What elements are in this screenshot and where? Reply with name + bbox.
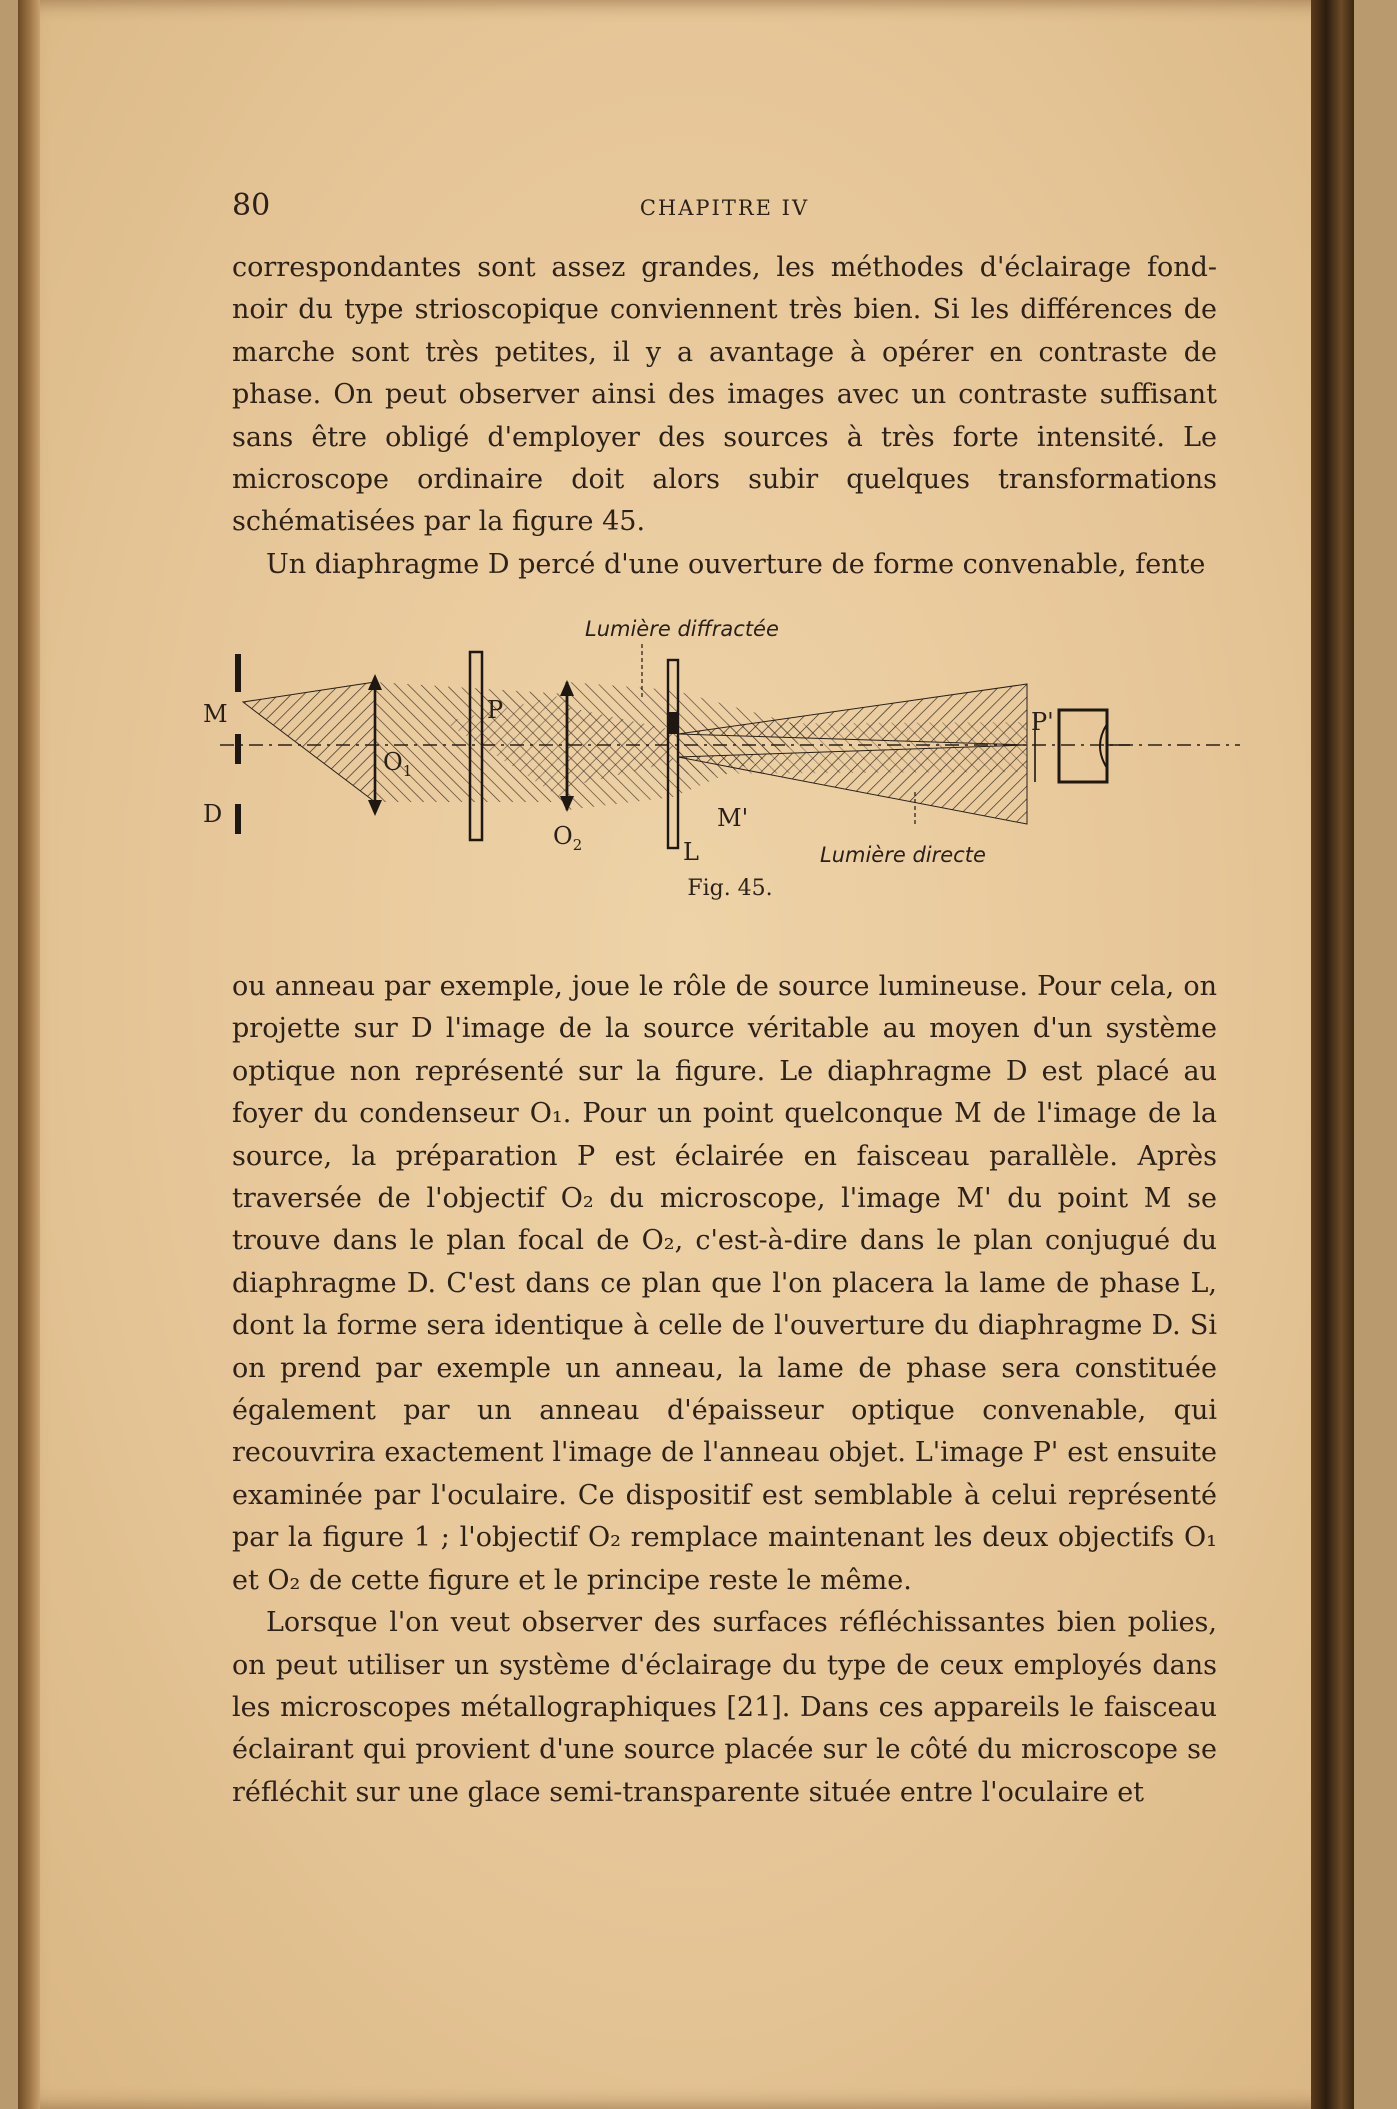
- label-p: P: [487, 696, 504, 724]
- text-block-top: [232, 247, 1217, 586]
- diaphragm-top: [235, 654, 241, 692]
- diaphragm-bottom: [235, 804, 241, 834]
- paragraph: correspondantes sont assez grandes, les méthodes d'éclairage fond-noir du type strioscopique conviennent très bien. Si les différences de marche sont très petites, il y a avantage à opérer en contraste de phase. On peut observer ainsi des images avec un contraste suffisant sans être obligé d'employer des sources à très forte intensité. Le microscope ordinaire doit alors subir quelques transformations schématisées par la figure 45.: [232, 252, 1217, 538]
- page-header: [232, 188, 1217, 224]
- paragraph: Lorsque l'on veut observer des surfaces réfléchissantes bien polies, on peut utiliser un système d'éclairage du type de ceux employés dans les microscopes métallographiques [21]. Dans ces appareils le faisceau éclairant qui provient d'une source placée sur le côté du microscope se réfléchit sur une glace semi-transparente située entre l'oculaire et: [232, 1607, 1217, 1808]
- label-d: D: [203, 800, 223, 828]
- chapter-title: CHAPITRE IV: [639, 196, 810, 220]
- text-block-bottom: [232, 966, 1217, 1814]
- diaphragm-middle: [235, 734, 241, 764]
- page-number: 80: [232, 188, 271, 223]
- label-o2: $O_2$: [553, 822, 583, 854]
- beam-source: [243, 682, 375, 802]
- label-l: L: [683, 838, 699, 866]
- label-direct-light: Lumière directe: [820, 843, 986, 867]
- paragraph: Un diaphragme D percé d'une ouverture de forme convenable, fente: [266, 548, 1206, 580]
- beam-diffracted-right: [678, 722, 1027, 774]
- figure-caption: Fig. 45.: [687, 876, 773, 901]
- paragraph: ou anneau par exemple, joue le rôle de source lumineuse. Pour cela, on projette sur D l'image de la source véritable au moyen d'un système optique non représenté sur la figure. Le diaphragme D est placé au foyer du condenseur O₁. Pour un point quelconque M de l'image de la source, la préparation P est éclairée en faisceau parallèle. Après traversée de l'objectif O₂ du microscope, l'image M' du point M se trouve dans le plan focal de O₂, c'est-à-dire dans le plan conjugué du diaphragme D. C'est dans ce plan que l'on placera la lame de phase L, dont la forme sera identique à celle de l'ouverture du diaphragme D. Si on prend par exemple un anneau, la lame de phase sera constituée également par un anneau d'épaisseur optique convenable, qui recouvrira exactement l'image de l'anneau objet. L'image P' est ensuite examinée par l'oculaire. Ce dispositif est semblable à celui représenté par la figure 1 ; l'objectif O₂ remplace maintenant les deux objectifs O₁ et O₂ de cette figure et le principe reste le même.: [232, 971, 1217, 1596]
- label-p-prime: P': [1031, 708, 1054, 736]
- book-spine: [1311, 0, 1354, 2109]
- figure-45: [195, 612, 1265, 912]
- label-m-prime: M': [717, 804, 749, 832]
- label-m: M: [203, 700, 228, 728]
- condenser-arrow-bottom: [368, 800, 382, 816]
- page-left-edge: [18, 0, 40, 2109]
- phase-plate-ring: [668, 712, 678, 734]
- label-diffracted-light: Lumière diffractée: [585, 617, 779, 641]
- label-o1: $O_1$: [383, 748, 413, 780]
